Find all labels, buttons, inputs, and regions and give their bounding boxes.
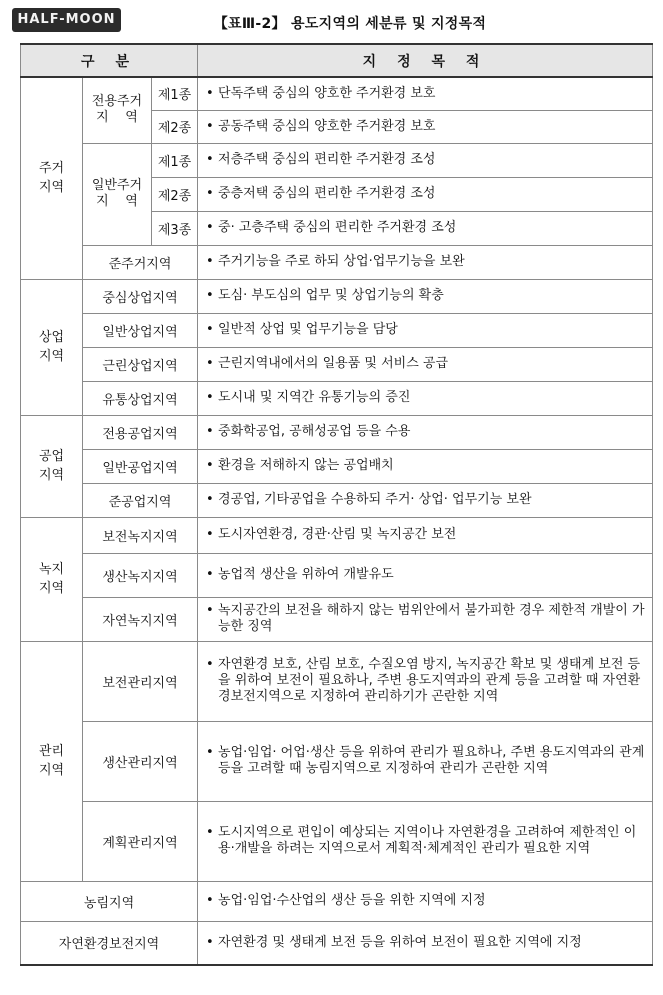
table-row: [21, 483, 653, 517]
table-row: [21, 721, 653, 801]
purpose-cell: • 중· 고층주택 중심의 편리한 주거환경 조성: [198, 211, 653, 245]
header-purpose: 지 정 목 적: [198, 44, 653, 77]
purpose-cell: • 단독주택 중심의 양호한 주거환경 보호: [198, 77, 653, 110]
category-residential: 주거 지역: [21, 77, 83, 279]
category-commercial: 상업 지역: [21, 279, 83, 415]
purpose-cell: • 농업·임업· 어업·생산 등을 위하여 관리가 필요하나, 주변 용도지역과의 관계 등을 고려할 때 농림지역으로 지정하여 관리가 곤란한 지역: [198, 721, 653, 801]
purpose-cell: • 저층주택 중심의 편리한 주거환경 조성: [198, 143, 653, 177]
zone-name-cell: 보전관리지역: [83, 641, 198, 721]
table-row: [21, 801, 653, 881]
purpose-cell: • 도시지역으로 편입이 예상되는 지역이나 자연환경을 고려하여 제한적인 이용·개발을 하려는 지역으로서 계획적·체계적인 관리가 필요한 지역: [198, 801, 653, 881]
table-title: 【표Ⅲ-2】 용도지역의 세분류 및 지정목적: [213, 16, 487, 32]
grade-cell: 제2종: [152, 177, 198, 211]
purpose-cell: • 주거기능을 주로 하되 상업·업무기능을 보완: [198, 245, 653, 279]
table-row: [21, 143, 653, 177]
grade-cell: 제3종: [152, 211, 198, 245]
category-green: 녹지 지역: [21, 517, 83, 641]
zone-name-agricultural: 농림지역: [21, 881, 198, 921]
category-management: 관리 지역: [21, 641, 83, 881]
purpose-cell: • 경공업, 기타공업을 수용하되 주거· 상업· 업무기능 보완: [198, 483, 653, 517]
zone-name-cell: 준공업지역: [83, 483, 198, 517]
purpose-cell: • 농업·임업·수산업의 생산 등을 위한 지역에 지정: [198, 881, 653, 921]
table-row: [21, 641, 653, 721]
purpose-cell: • 공동주택 중심의 양호한 주거환경 보호: [198, 110, 653, 143]
purpose-cell: • 녹지공간의 보전을 해하지 않는 범위안에서 불가피한 경우 제한적 개발이 가능한 징역: [198, 597, 653, 641]
table-header-row: [21, 44, 653, 77]
zone-name-cell: 근린상업지역: [83, 347, 198, 381]
table-row: [21, 313, 653, 347]
grade-cell: 제1종: [152, 143, 198, 177]
subcategory-general-residential: 일반주거 지 역: [83, 143, 152, 245]
purpose-cell: • 도심· 부도심의 업무 및 상업기능의 확충: [198, 279, 653, 313]
zone-name-cell: 일반공업지역: [83, 449, 198, 483]
purpose-cell: • 도시자연환경, 경관·산림 및 녹지공간 보전: [198, 517, 653, 553]
purpose-cell: • 중화학공업, 공해성공업 등을 수용: [198, 415, 653, 449]
category-industrial: 공업 지역: [21, 415, 83, 517]
zone-name-cell: 전용공업지역: [83, 415, 198, 449]
table-row: [21, 517, 653, 553]
table-row: [21, 381, 653, 415]
purpose-cell: • 농업적 생산을 위하여 개발유도: [198, 553, 653, 597]
table-row: [21, 597, 653, 641]
zone-name-cell: 생산관리지역: [83, 721, 198, 801]
table-row: [21, 279, 653, 313]
table-row: [21, 245, 653, 279]
half-moon-logo: HALF-MOON: [12, 8, 121, 32]
purpose-cell: • 도시내 및 지역간 유통기능의 증진: [198, 381, 653, 415]
table-row: [21, 347, 653, 381]
table-row: [21, 415, 653, 449]
table-row: [21, 881, 653, 921]
zone-name-cell: 생산녹지지역: [83, 553, 198, 597]
table-row: [21, 553, 653, 597]
purpose-cell: • 일반적 상업 및 업무기능을 담당: [198, 313, 653, 347]
purpose-cell: • 중층저택 중심의 편리한 주거환경 조성: [198, 177, 653, 211]
zone-name-cell: 자연녹지지역: [83, 597, 198, 641]
purpose-cell: • 환경을 저해하지 않는 공업배치: [198, 449, 653, 483]
zone-name-cell: 일반상업지역: [83, 313, 198, 347]
table-row: [21, 921, 653, 965]
grade-cell: 제1종: [152, 77, 198, 110]
table-row: [21, 449, 653, 483]
purpose-cell: • 자연환경 보호, 산림 보호, 수질오염 방지, 녹지공간 확보 및 생태계 보전 등을 위하여 보전이 필요하나, 주변 용도지역과의 관계 등을 고려할 때 자연환경보전지역으로 지정하여 관리하기가 곤란한 지역: [198, 641, 653, 721]
purpose-cell: • 근린지역내에서의 일용품 및 서비스 공급: [198, 347, 653, 381]
table-row: [21, 77, 653, 110]
subcategory-exclusive-residential: 전용주거 지 역: [83, 77, 152, 143]
purpose-cell: • 자연환경 및 생태계 보전 등을 위하여 보전이 필요한 지역에 지정: [198, 921, 653, 965]
grade-cell: 제2종: [152, 110, 198, 143]
header-division: 구 분: [21, 44, 198, 77]
zone-name-conservation: 자연환경보전지역: [21, 921, 198, 965]
zone-name-cell: 계획관리지역: [83, 801, 198, 881]
zone-name-cell: 준주거지역: [83, 245, 198, 279]
zone-name-cell: 중심상업지역: [83, 279, 198, 313]
zone-name-cell: 보전녹지지역: [83, 517, 198, 553]
zone-name-cell: 유통상업지역: [83, 381, 198, 415]
zoning-table: [20, 43, 653, 966]
